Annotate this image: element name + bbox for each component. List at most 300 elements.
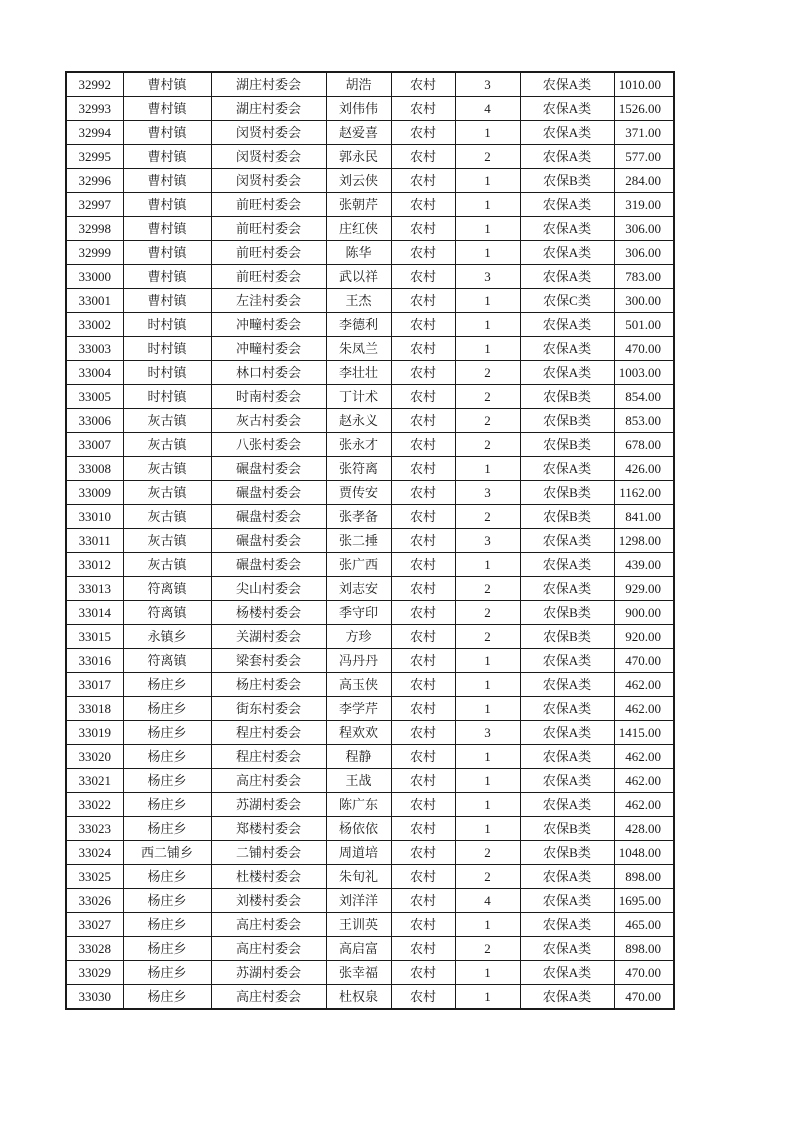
cell-residence-type: 农村	[391, 865, 455, 889]
cell-member-count: 2	[455, 841, 520, 865]
cell-residence-type: 农村	[391, 913, 455, 937]
cell-amount: 462.00	[614, 745, 674, 769]
benefits-table	[65, 71, 675, 1010]
cell-member-count: 3	[455, 529, 520, 553]
cell-amount: 462.00	[614, 769, 674, 793]
cell-person-name: 程欢欢	[326, 721, 391, 745]
cell-person-name: 李学芹	[326, 697, 391, 721]
cell-person-name: 庄红侠	[326, 217, 391, 241]
cell-town: 杨庄乡	[123, 793, 211, 817]
cell-person-name: 张二捶	[326, 529, 391, 553]
table-row	[66, 601, 674, 625]
cell-record-id: 33009	[66, 481, 123, 505]
cell-amount: 462.00	[614, 793, 674, 817]
cell-village-committee: 碾盘村委会	[211, 505, 326, 529]
cell-member-count: 3	[455, 265, 520, 289]
cell-village-committee: 街东村委会	[211, 697, 326, 721]
cell-town: 曹村镇	[123, 289, 211, 313]
cell-residence-type: 农村	[391, 217, 455, 241]
cell-insurance-category: 农保A类	[520, 721, 614, 745]
cell-town: 杨庄乡	[123, 769, 211, 793]
cell-town: 时村镇	[123, 337, 211, 361]
cell-town: 杨庄乡	[123, 745, 211, 769]
cell-town: 曹村镇	[123, 193, 211, 217]
cell-residence-type: 农村	[391, 409, 455, 433]
cell-record-id: 33016	[66, 649, 123, 673]
table-row	[66, 529, 674, 553]
cell-village-committee: 时南村委会	[211, 385, 326, 409]
cell-amount: 1003.00	[614, 361, 674, 385]
table-row	[66, 169, 674, 193]
cell-record-id: 33024	[66, 841, 123, 865]
cell-record-id: 33007	[66, 433, 123, 457]
cell-person-name: 张符离	[326, 457, 391, 481]
cell-residence-type: 农村	[391, 241, 455, 265]
cell-record-id: 32999	[66, 241, 123, 265]
benefits-table-body	[66, 72, 674, 1009]
cell-member-count: 2	[455, 433, 520, 457]
cell-person-name: 张广西	[326, 553, 391, 577]
cell-record-id: 33029	[66, 961, 123, 985]
cell-residence-type: 农村	[391, 889, 455, 913]
table-row	[66, 577, 674, 601]
table-row	[66, 697, 674, 721]
cell-amount: 470.00	[614, 337, 674, 361]
table-row	[66, 313, 674, 337]
cell-record-id: 32996	[66, 169, 123, 193]
cell-insurance-category: 农保A类	[520, 961, 614, 985]
cell-insurance-category: 农保A类	[520, 121, 614, 145]
cell-town: 曹村镇	[123, 265, 211, 289]
table-row	[66, 505, 674, 529]
cell-record-id: 33030	[66, 985, 123, 1010]
cell-village-committee: 碾盘村委会	[211, 481, 326, 505]
cell-amount: 898.00	[614, 937, 674, 961]
cell-record-id: 33002	[66, 313, 123, 337]
cell-person-name: 郭永民	[326, 145, 391, 169]
cell-record-id: 33018	[66, 697, 123, 721]
cell-insurance-category: 农保B类	[520, 601, 614, 625]
cell-record-id: 33001	[66, 289, 123, 313]
cell-insurance-category: 农保B类	[520, 841, 614, 865]
cell-residence-type: 农村	[391, 193, 455, 217]
table-row	[66, 649, 674, 673]
cell-village-committee: 前旺村委会	[211, 265, 326, 289]
cell-town: 曹村镇	[123, 169, 211, 193]
cell-amount: 783.00	[614, 265, 674, 289]
cell-member-count: 1	[455, 121, 520, 145]
cell-person-name: 丁计术	[326, 385, 391, 409]
cell-member-count: 3	[455, 481, 520, 505]
table-row	[66, 625, 674, 649]
cell-amount: 465.00	[614, 913, 674, 937]
cell-insurance-category: 农保B类	[520, 481, 614, 505]
cell-person-name: 贾传安	[326, 481, 391, 505]
cell-amount: 900.00	[614, 601, 674, 625]
cell-insurance-category: 农保A类	[520, 361, 614, 385]
cell-insurance-category: 农保A类	[520, 457, 614, 481]
cell-town: 杨庄乡	[123, 817, 211, 841]
cell-person-name: 王战	[326, 769, 391, 793]
table-row	[66, 889, 674, 913]
cell-village-committee: 闵贤村委会	[211, 121, 326, 145]
cell-amount: 1048.00	[614, 841, 674, 865]
cell-town: 杨庄乡	[123, 937, 211, 961]
cell-person-name: 张朝芹	[326, 193, 391, 217]
cell-village-committee: 闵贤村委会	[211, 145, 326, 169]
cell-person-name: 冯丹丹	[326, 649, 391, 673]
cell-amount: 470.00	[614, 961, 674, 985]
table-row	[66, 121, 674, 145]
cell-amount: 306.00	[614, 241, 674, 265]
cell-record-id: 33000	[66, 265, 123, 289]
cell-amount: 470.00	[614, 985, 674, 1010]
cell-member-count: 3	[455, 72, 520, 97]
cell-town: 符离镇	[123, 577, 211, 601]
cell-town: 曹村镇	[123, 72, 211, 97]
cell-residence-type: 农村	[391, 769, 455, 793]
cell-person-name: 王训英	[326, 913, 391, 937]
table-row	[66, 361, 674, 385]
cell-residence-type: 农村	[391, 649, 455, 673]
cell-member-count: 1	[455, 289, 520, 313]
cell-member-count: 1	[455, 241, 520, 265]
cell-town: 灰古镇	[123, 457, 211, 481]
cell-village-committee: 关湖村委会	[211, 625, 326, 649]
cell-village-committee: 杨楼村委会	[211, 601, 326, 625]
cell-residence-type: 农村	[391, 553, 455, 577]
cell-residence-type: 农村	[391, 289, 455, 313]
cell-town: 西二铺乡	[123, 841, 211, 865]
cell-residence-type: 农村	[391, 745, 455, 769]
cell-member-count: 2	[455, 361, 520, 385]
cell-village-committee: 前旺村委会	[211, 217, 326, 241]
cell-residence-type: 农村	[391, 721, 455, 745]
cell-amount: 470.00	[614, 649, 674, 673]
cell-insurance-category: 农保B类	[520, 817, 614, 841]
cell-village-committee: 闵贤村委会	[211, 169, 326, 193]
cell-person-name: 王杰	[326, 289, 391, 313]
cell-town: 杨庄乡	[123, 721, 211, 745]
cell-record-id: 33028	[66, 937, 123, 961]
cell-member-count: 2	[455, 937, 520, 961]
cell-residence-type: 农村	[391, 481, 455, 505]
cell-insurance-category: 农保A类	[520, 889, 614, 913]
cell-insurance-category: 农保A类	[520, 145, 614, 169]
cell-insurance-category: 农保B类	[520, 169, 614, 193]
table-row	[66, 673, 674, 697]
cell-insurance-category: 农保B类	[520, 409, 614, 433]
cell-town: 灰古镇	[123, 505, 211, 529]
cell-town: 永镇乡	[123, 625, 211, 649]
cell-record-id: 33014	[66, 601, 123, 625]
cell-amount: 428.00	[614, 817, 674, 841]
cell-member-count: 2	[455, 505, 520, 529]
cell-town: 符离镇	[123, 601, 211, 625]
cell-insurance-category: 农保A类	[520, 337, 614, 361]
cell-town: 灰古镇	[123, 553, 211, 577]
cell-village-committee: 碾盘村委会	[211, 529, 326, 553]
cell-record-id: 33004	[66, 361, 123, 385]
cell-member-count: 1	[455, 961, 520, 985]
table-row	[66, 481, 674, 505]
cell-person-name: 周道培	[326, 841, 391, 865]
cell-record-id: 32997	[66, 193, 123, 217]
cell-insurance-category: 农保B类	[520, 385, 614, 409]
cell-record-id: 33006	[66, 409, 123, 433]
cell-residence-type: 农村	[391, 601, 455, 625]
cell-village-committee: 程庄村委会	[211, 745, 326, 769]
cell-village-committee: 苏湖村委会	[211, 793, 326, 817]
cell-record-id: 33010	[66, 505, 123, 529]
cell-insurance-category: 农保A类	[520, 697, 614, 721]
table-row	[66, 97, 674, 121]
cell-residence-type: 农村	[391, 961, 455, 985]
cell-village-committee: 高庄村委会	[211, 769, 326, 793]
cell-insurance-category: 农保A类	[520, 529, 614, 553]
cell-amount: 1695.00	[614, 889, 674, 913]
cell-insurance-category: 农保A类	[520, 673, 614, 697]
cell-insurance-category: 农保A类	[520, 241, 614, 265]
cell-insurance-category: 农保A类	[520, 313, 614, 337]
cell-village-committee: 程庄村委会	[211, 721, 326, 745]
cell-village-committee: 碾盘村委会	[211, 553, 326, 577]
cell-insurance-category: 农保A类	[520, 193, 614, 217]
cell-member-count: 1	[455, 313, 520, 337]
table-row	[66, 289, 674, 313]
cell-residence-type: 农村	[391, 361, 455, 385]
cell-village-committee: 冲疃村委会	[211, 313, 326, 337]
cell-residence-type: 农村	[391, 433, 455, 457]
cell-residence-type: 农村	[391, 529, 455, 553]
cell-town: 曹村镇	[123, 97, 211, 121]
cell-village-committee: 左洼村委会	[211, 289, 326, 313]
table-row	[66, 457, 674, 481]
table-row	[66, 553, 674, 577]
table-row	[66, 913, 674, 937]
cell-person-name: 朱旬礼	[326, 865, 391, 889]
cell-member-count: 1	[455, 193, 520, 217]
cell-residence-type: 农村	[391, 985, 455, 1010]
cell-person-name: 张永才	[326, 433, 391, 457]
cell-member-count: 3	[455, 721, 520, 745]
cell-member-count: 1	[455, 817, 520, 841]
cell-insurance-category: 农保B类	[520, 625, 614, 649]
cell-village-committee: 杜楼村委会	[211, 865, 326, 889]
cell-amount: 1010.00	[614, 72, 674, 97]
cell-village-committee: 冲疃村委会	[211, 337, 326, 361]
cell-member-count: 1	[455, 457, 520, 481]
cell-village-committee: 高庄村委会	[211, 985, 326, 1010]
cell-person-name: 陈华	[326, 241, 391, 265]
cell-insurance-category: 农保A类	[520, 793, 614, 817]
cell-residence-type: 农村	[391, 673, 455, 697]
cell-member-count: 1	[455, 913, 520, 937]
cell-person-name: 方珍	[326, 625, 391, 649]
cell-town: 符离镇	[123, 649, 211, 673]
cell-town: 时村镇	[123, 313, 211, 337]
cell-amount: 501.00	[614, 313, 674, 337]
cell-person-name: 张孝备	[326, 505, 391, 529]
cell-residence-type: 农村	[391, 385, 455, 409]
table-row	[66, 961, 674, 985]
cell-amount: 462.00	[614, 697, 674, 721]
cell-residence-type: 农村	[391, 72, 455, 97]
cell-residence-type: 农村	[391, 121, 455, 145]
cell-amount: 898.00	[614, 865, 674, 889]
cell-insurance-category: 农保A类	[520, 72, 614, 97]
cell-village-committee: 前旺村委会	[211, 241, 326, 265]
table-row	[66, 337, 674, 361]
cell-insurance-category: 农保A类	[520, 553, 614, 577]
cell-town: 灰古镇	[123, 481, 211, 505]
cell-village-committee: 高庄村委会	[211, 937, 326, 961]
cell-amount: 371.00	[614, 121, 674, 145]
cell-person-name: 李壮壮	[326, 361, 391, 385]
cell-person-name: 赵永义	[326, 409, 391, 433]
cell-residence-type: 农村	[391, 313, 455, 337]
cell-town: 杨庄乡	[123, 961, 211, 985]
cell-person-name: 刘洋洋	[326, 889, 391, 913]
cell-person-name: 杨依依	[326, 817, 391, 841]
cell-insurance-category: 农保A类	[520, 97, 614, 121]
cell-town: 灰古镇	[123, 529, 211, 553]
cell-person-name: 高玉侠	[326, 673, 391, 697]
cell-residence-type: 农村	[391, 793, 455, 817]
cell-village-committee: 尖山村委会	[211, 577, 326, 601]
cell-amount: 853.00	[614, 409, 674, 433]
cell-village-committee: 梁套村委会	[211, 649, 326, 673]
table-row	[66, 769, 674, 793]
cell-amount: 854.00	[614, 385, 674, 409]
cell-member-count: 1	[455, 217, 520, 241]
cell-residence-type: 农村	[391, 625, 455, 649]
cell-member-count: 2	[455, 385, 520, 409]
cell-member-count: 2	[455, 577, 520, 601]
cell-person-name: 赵爱喜	[326, 121, 391, 145]
cell-village-committee: 湖庄村委会	[211, 97, 326, 121]
cell-amount: 678.00	[614, 433, 674, 457]
cell-member-count: 1	[455, 745, 520, 769]
cell-record-id: 33022	[66, 793, 123, 817]
cell-record-id: 33017	[66, 673, 123, 697]
table-row	[66, 241, 674, 265]
cell-town: 时村镇	[123, 385, 211, 409]
cell-village-committee: 杨庄村委会	[211, 673, 326, 697]
cell-record-id: 33015	[66, 625, 123, 649]
cell-insurance-category: 农保A类	[520, 985, 614, 1010]
cell-town: 灰古镇	[123, 409, 211, 433]
cell-town: 时村镇	[123, 361, 211, 385]
cell-member-count: 4	[455, 97, 520, 121]
cell-record-id: 33019	[66, 721, 123, 745]
cell-residence-type: 农村	[391, 577, 455, 601]
cell-residence-type: 农村	[391, 937, 455, 961]
cell-residence-type: 农村	[391, 817, 455, 841]
cell-record-id: 33027	[66, 913, 123, 937]
cell-insurance-category: 农保A类	[520, 265, 614, 289]
cell-member-count: 1	[455, 673, 520, 697]
cell-person-name: 刘云侠	[326, 169, 391, 193]
cell-member-count: 4	[455, 889, 520, 913]
cell-person-name: 刘志安	[326, 577, 391, 601]
cell-village-committee: 苏湖村委会	[211, 961, 326, 985]
cell-residence-type: 农村	[391, 337, 455, 361]
table-row	[66, 937, 674, 961]
cell-record-id: 33021	[66, 769, 123, 793]
cell-member-count: 1	[455, 697, 520, 721]
cell-village-committee: 刘楼村委会	[211, 889, 326, 913]
cell-residence-type: 农村	[391, 457, 455, 481]
cell-member-count: 1	[455, 769, 520, 793]
cell-amount: 462.00	[614, 673, 674, 697]
cell-record-id: 33020	[66, 745, 123, 769]
cell-village-committee: 灰古村委会	[211, 409, 326, 433]
cell-record-id: 33005	[66, 385, 123, 409]
cell-amount: 306.00	[614, 217, 674, 241]
cell-amount: 920.00	[614, 625, 674, 649]
cell-amount: 1298.00	[614, 529, 674, 553]
table-row	[66, 865, 674, 889]
cell-town: 杨庄乡	[123, 673, 211, 697]
cell-town: 曹村镇	[123, 121, 211, 145]
cell-member-count: 2	[455, 409, 520, 433]
cell-member-count: 1	[455, 337, 520, 361]
table-row	[66, 721, 674, 745]
cell-insurance-category: 农保A类	[520, 745, 614, 769]
cell-record-id: 33011	[66, 529, 123, 553]
cell-amount: 929.00	[614, 577, 674, 601]
cell-village-committee: 郑楼村委会	[211, 817, 326, 841]
cell-amount: 319.00	[614, 193, 674, 217]
table-row	[66, 817, 674, 841]
cell-amount: 426.00	[614, 457, 674, 481]
cell-town: 曹村镇	[123, 217, 211, 241]
cell-person-name: 张幸福	[326, 961, 391, 985]
cell-member-count: 2	[455, 145, 520, 169]
cell-record-id: 32998	[66, 217, 123, 241]
cell-insurance-category: 农保C类	[520, 289, 614, 313]
cell-town: 灰古镇	[123, 433, 211, 457]
cell-town: 杨庄乡	[123, 889, 211, 913]
cell-record-id: 33012	[66, 553, 123, 577]
cell-residence-type: 农村	[391, 97, 455, 121]
table-row	[66, 193, 674, 217]
cell-village-committee: 前旺村委会	[211, 193, 326, 217]
table-row	[66, 72, 674, 97]
table-row	[66, 145, 674, 169]
cell-member-count: 1	[455, 793, 520, 817]
table-row	[66, 265, 674, 289]
cell-person-name: 高启富	[326, 937, 391, 961]
cell-member-count: 1	[455, 553, 520, 577]
cell-insurance-category: 农保B类	[520, 433, 614, 457]
table-row	[66, 217, 674, 241]
cell-amount: 841.00	[614, 505, 674, 529]
cell-person-name: 李德利	[326, 313, 391, 337]
cell-village-committee: 八张村委会	[211, 433, 326, 457]
cell-member-count: 1	[455, 649, 520, 673]
table-row	[66, 985, 674, 1010]
cell-insurance-category: 农保A类	[520, 577, 614, 601]
cell-town: 曹村镇	[123, 145, 211, 169]
cell-residence-type: 农村	[391, 841, 455, 865]
cell-town: 杨庄乡	[123, 865, 211, 889]
table-row	[66, 745, 674, 769]
cell-insurance-category: 农保A类	[520, 649, 614, 673]
cell-record-id: 33026	[66, 889, 123, 913]
cell-village-committee: 高庄村委会	[211, 913, 326, 937]
